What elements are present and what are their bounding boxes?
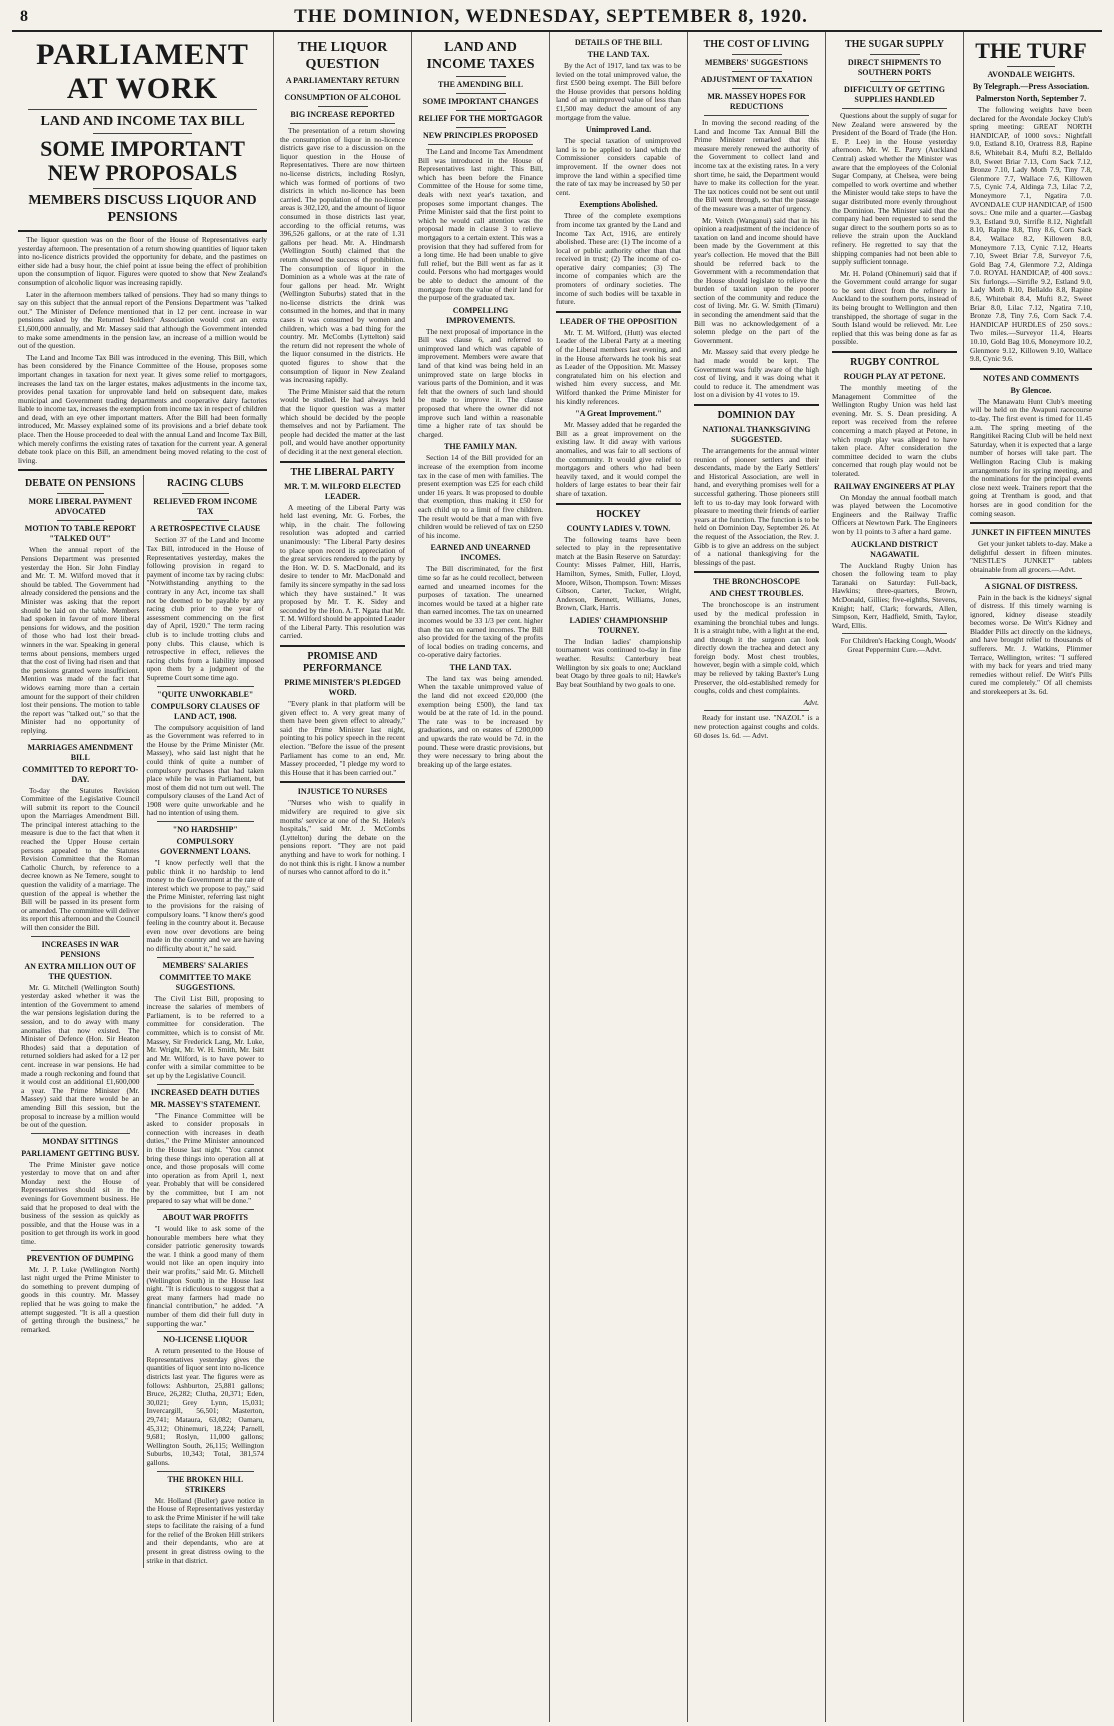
racing-deck: RELIEVED FROM INCOME TAX (153, 497, 258, 517)
deck-adjustment-taxation: ADJUSTMENT OF TAXATION (700, 75, 813, 84)
article-text: "I would like to ask some of the honourable members here what they consider patriotic generosity towards the war. I think a good many of them would not like an open inquiry into their war profits," said Mr. G. Mitchell (Wellington South) in the House last night. "It is ridiculous to suggest that a great many farmers had made no financial contribution," he added. "A number of them did their full duty in supporting the war." (146, 1224, 264, 1328)
liberal-party-deck: MR. T. M. WILFORD ELECTED LEADER. (284, 481, 401, 501)
article-text: On Monday the annual football match was played between the Locomotive Engineers and the Railway Traffic Officers at Newtown Park. The Engineers won by 11 points to 3 after a hard game. (832, 492, 957, 536)
racing-deck-2: A RETROSPECTIVE CLAUSE (150, 524, 261, 534)
column-sugar (826, 32, 964, 1722)
article-text: The Land and Income Tax Amendment Bill was introduced in the House of Representatives last night. This Bill, which has been before the Finance Committee of the House for some time, deals with next year's taxation, and proposes some important changes. The Prime Minister said that the first point to which he would call attention was the proposal made in clause 3 to relieve mortgagors to a certain extent. This was a provision that they had suffered from for a long time. He had been unable to give full relief, but the Bill went as far as it could. Persons who had mortgages would be able to deduct the amount of the mortgage from the value of their land for the purpose of the graduated tax. (418, 147, 543, 303)
deck-massey-hopes: MR. MASSEY HOPES FOR REDUCTIONS (707, 92, 806, 111)
distress-heading: A SIGNAL OF DISTRESS. (984, 581, 1078, 591)
article-text: The bronchoscope is an instrument used by the medical profession in examining the bronchial tubes and lungs. It is a straight tube, with a light at the end, and through it the surgeon can look directly down the trachea and detect any foreign body. Most chest troubles, however, begin with a simple cold, which may be relieved by taking Baxter's Lung Preserver, the old-established remedy for coughs, colds and chest complaints. (694, 600, 819, 696)
article-text: Section 37 of the Land and Income Tax Bill, introduced in the House of Representatives yesterday, makes the following provision in regard to payment of income tax by racing clubs: "Notwithstanding anything to the contrary in any Act, income tax shall not be deemed to be payable by any racing club prior to the year of assessment commencing on the first day of April, 1920." The term racing club is to include trotting clubs and pony clubs. This clause, which is retrospective in effect, relieves the racing clubs from a liability imposed upon them by a judgment of the Supreme Court some time ago. (146, 535, 264, 682)
deck-amending-bill: THE AMENDING BILL (438, 80, 523, 89)
article-text: Mr. T. M. Wilford, (Hutt) was elected Leader of the Liberal Party at a meeting of the Liberal members last evening, and in the House afterwards he took his seat as Leader of the Opposition. Mr. Massey congratulated him on his election and wished him every success, and Mr. Wilford thanked the Prime Minister for his kindly references. (556, 327, 681, 406)
article-text: The following teams have been selected to play in the representative match at the Basin Reserve on Saturday: County: Misses Palmer, Hill, Harris, Hamilton, Symes, Smith, Fuller, Lloyd, Moore, Wilson, Thompson. Town: Misses Gibson, Carter, Tucker, Wright, Anderson, Bennett, Williams, Jones, Brown, Clark, Harris. (556, 534, 681, 613)
column-parliament (12, 32, 274, 1722)
promise-deck: PRIME MINISTER'S PLEDGED WORD. (284, 678, 401, 698)
deck-important-changes: SOME IMPORTANT CHANGES (422, 97, 539, 106)
article-text: The monthly meeting of the Management Committee of the Wellington Rugby Union was held last evening. Mr. S. S. Dean presiding. A report was received from the referee concerning a match played at Petone, in which rough play was alleged to have taken place. After consideration the committee decided to warn the clubs concerned that rough play would not be tolerated. (832, 383, 957, 478)
article-text: The land tax was being amended. When the taxable unimproved value of the land did not exceed £20,000 (the exemption being £500), the land tax would be at the rate of 1d. in the pound. The rate was to be increased by graduations, and on estates of £200,000 and upwards the rate would be 7d. in the pound. These were drastic provisions, but they were necessary to bring about the breaking up of the large estates. (418, 673, 543, 769)
article-text: Mr. G. Mitchell (Wellington South) yesterday asked whether it was the intention of the Government to amend the war pensions legislation during the session, and to do away with many anomalies that now existed. The Minister of Defence (Hon. Sir Heaton Rhodes) said that a deputation of returned soldiers had asked for a 12 per cent. increase in war pensions. He had made a rough reckoning and found that it would cost an additional £1,600,000 a year. The Prime Minister (Mr. Massey) said that there would be an amending Bill this session, but the proposal to increase by a million would be out of the question. (21, 982, 140, 1130)
article-text: "The Finance Committee will be asked to consider proposals in connection with increases in death duties," the Prime Minister announced in the House last night. "You cannot bring these things into operation all at once, and those proposals will come into operation as from April 1, next year. Probably that will be considered by the committee, but I am not prepared to say what will be done." (146, 1110, 264, 1206)
dominion-day-deck: NATIONAL THANKSGIVING SUGGESTED. (702, 425, 811, 444)
death-duties-heading: INCREASED DEATH DUTIES (150, 1087, 260, 1097)
article-text: The Bill discriminated, for the first time so far as he could recollect, between earned and unearned incomes for the purposes of taxation. The unearned incomes would be taxed at a higher rate than earned incomes. The tax on unearned incomes would be 33 1/3 per cent. higher than the tax on earned incomes. The Bill also provided for the taxing of the profits of local bodies on trading concerns, and co-operative dairy factories. (418, 564, 543, 660)
article-text: Mr. Veitch (Wanganui) said that in his opinion a readjustment of the incidence of taxation on land and income should have been made by the Government at this year's collection. He moved that the Bill should be referred back to the Government with a recommendation that the House should legislate to relieve the burden of taxation upon the poorer section of the community and reduce the cost of living. Mr. G. W. Smith (Timaru) in seconding the amendment said that the Bill was no acknowledgement of a solemn pledge on the part of the Government. (694, 215, 819, 345)
advertisement-text: For Children's Hacking Cough, Woods' Great Peppermint Cure.—Advt. (840, 636, 957, 654)
article-text: The Indian ladies' championship tournament was continued to-day in fine weather. Results: Canterbury beat Wellington by six goals to one; Auckland beat Otago by three goals to nil; Hawke's Bay beat Southland by two goals to one. (556, 636, 681, 689)
column-details (550, 32, 688, 1722)
deck-difficulty: DIFFICULTY OF GETTING SUPPLIES HANDLED (844, 85, 945, 104)
headline-cost-living: THE COST OF LIVING (703, 39, 810, 50)
article-text: Section 14 of the Bill provided for an increase of the exemption from income tax in the case of men with families. The present exemption was £25 for each child under 16 years. It was proposed to double that exemption, thus making it £50 for each child up to a limit of five children. The result would be that a man with five children would be relieved of tax on £250 of his income. (418, 453, 543, 540)
deck-direct-shipments: DIRECT SHIPMENTS TO SOUTHERN PORTS (847, 58, 942, 77)
article-text: The Auckland Rugby Union has chosen the following team to play Taranaki on Saturday: Full-back, Hawkins; three-quarters, Brown, McDonald, Gillies; five-eighths, Stevens, Knight; half, Clark; forwards, Allen, Simpson, Kerr, Hadfield, Smith, Taylor, Ward, Ellis. (832, 560, 957, 630)
details-heading: DETAILS OF THE BILL (574, 38, 663, 47)
article-text: The Civil List Bill, proposing to increase the salaries of members of Parliament, is to be referred to a committee for consideration. The committee, which is to consist of Mr. Massey, Sir Frederick Lang, Mr. Luke, Mr. Wright, Mr. W. H. Smith, Mr. Isitt and Mr. Wilford, is to have power to confer with a similar committee to be set up by the Legislative Council. (146, 993, 264, 1080)
article-text: The special taxation of unimproved land is to be applied to land which the Commissioner considers capable of improvement. If the owner does not improve the land within a specified time the rate of tax may be increased by 50 per cent. (556, 136, 681, 197)
subcolumn-left (18, 475, 143, 1568)
pensions-deck: MORE LIBERAL PAYMENT ADVOCATED (28, 497, 133, 517)
article-text: The Manawatu Hunt Club's meeting will be held on the Awapuni racecourse to-day. The first event is timed for 11.45 a.m. The spring meeting of the Rangitikei Racing Club will be held next Saturday, when it is expected that a large number of horses will take part. The Wellington Racing Club is making arrangements for its spring meeting, and the nominations for the principal events close next week. Trainers report that the going at Trentham is good, and that horses are in good condition for the coming season. (970, 396, 1092, 518)
sittings-deck: PARLIAMENT GETTING BUSY. (21, 1148, 140, 1158)
article-text: "Every plank in that platform will be given effect to. A very great many of them have been given effect to already," said the Prime Minister last night, pointing to his policy speech in the recent election. "Before the issue of the present Parliament has come to an end, Mr. Massey proceeded, "I pledge my word to this House that it has been carried out." (280, 699, 405, 777)
family-heading: THE FAMILY MAN. (444, 442, 517, 452)
exemptions-heading: Exemptions Abolished. (579, 200, 658, 210)
advertisement-tag: Advt. (803, 697, 819, 707)
details-deck: THE LAND TAX. (587, 50, 650, 59)
dumping-heading: PREVENTION OF DUMPING (26, 1253, 134, 1263)
deck-consumption: CONSUMPTION OF ALCOHOL (284, 93, 401, 102)
page-number: 8 (20, 8, 28, 25)
opposition-heading: LEADER OF THE OPPOSITION (559, 316, 678, 326)
intro-paragraph: Later in the afternoon members talked of pensions. They had so many things to say on this subject that the annual report of the Pensions Department was "talked out." The Minister of Defence mentioned that in 12 per cent. increase in war pensions asked by the Returned Soldiers' Association would cost an extra £1,600,000 annually, and Mr. Massey said that although the Government intended to make some amendments in the pension law, an increase of a million would be out of the question. (18, 289, 267, 351)
hardship-heading: "NO HARDSHIP" (172, 825, 238, 835)
war-pensions-heading: INCREASES IN WAR PENSIONS (41, 939, 119, 959)
headline-turf: THE TURF (975, 38, 1087, 63)
intro-paragraph: The Land and Income Tax Bill was introduced in the evening. This Bill, which has been considered by the Finance Committee of the House, proposes some important changes in taxation for next year. It gives some relief to mortgagors, increases the land tax on the larger estates, makes adjustments in the income tax, provides penal taxation for unprovable land held on subsequent date, makes municipal and Government trading departments and cooperative dairy factories liable to income tax, increases the exemption from income tax in respect of children and dead, with an eye other important matters. After the Bill had been formally introduced, Mr. Massey explained some of its provisions and a brief debate took place. Then the House proceeded to deal with the annual Land and Income Tax Bill, which merely confirms the existing rates of taxation for the current year. A general debate took place on this Bill, an amendment being moved relating to the cost of living. (18, 352, 267, 465)
article-text: The next proposal of importance in the Bill was clause 6, and referred to unimproved land which was capable of improvement. Members were aware that land of that kind was being held in an unimproved state on large blocks in various parts of the Dominion, and it was felt that the owners of such land should be made to improve it. The clause proposed that where the owner did not improve such land within a reasonable time a higher rate of tax should be charged. (418, 326, 543, 439)
headline-parliament: PARLIAMENT AT WORK (36, 38, 249, 105)
rugby-heading: RUGBY CONTROL (850, 357, 939, 369)
deck-new-principles: NEW PRINCIPLES PROPOSED (423, 131, 538, 140)
promise-heading: PROMISE AND PERFORMANCE (303, 651, 382, 675)
dominion-day-heading: DOMINION DAY (717, 410, 796, 421)
war-profits-heading: ABOUT WAR PROFITS (162, 1213, 248, 1223)
column-turf (964, 32, 1098, 1722)
article-text: The arrangements for the annual winter reunion of pioneer settlers and their descendants, made by the Early Settlers' and Historical Association, are well in hand, and everything promises well for a successful gathering. Those pioneers still left to us to-day may look forward with pleasure to meeting their friends of earlier years at the function. The function is to be held on Dominion Day, September 26. At the request of the Association, the Rev. J. Gibb is to give an address on the subject of a national thanksgiving for the blessings of the past. (694, 446, 819, 567)
intro-paragraph: The liquor question was on the floor of the House of Representatives early yesterday afternoon. The presentation of a return showing quantities of liquor taken into no-licence districts provided the opportunity for debate, and the pastimes on either side had a busy hour, the chief point at issue being the effect of prohibition upon the consumption of liquor. Figures were quoted to show that New Zealand's consumption of alcoholic liquor was increasing rapidly. (18, 235, 267, 287)
article-text: Mr. H. Poland (Ohinemuri) said that if the Government could arrange for sugar to be sent direct from the refinery in Auckland to the southern ports, instead of its being brought to Wellington and then transhipped, the shortage of sugar in the South Island would be relieved. Mr. Lee replied that this was being done as far as possible. (832, 268, 957, 347)
deck-liquor-pensions: MEMBERS DISCUSS LIQUOR AND PENSIONS (28, 193, 257, 225)
masthead (12, 0, 1102, 32)
ladies-heading: LADIES' CHAMPIONSHIP TOURNEY. (569, 615, 668, 635)
article-text: When the annual report of the Pensions Department was presented yesterday the Hon. Sir John Findlay and Mr. T. M. Wilford moved that it should be tabled. The Government had already considered the pensions and the Minister was asking that the report should be laid on the table. Members had spoken in favour of more liberal pensions for widows, and the position of those who had lost their bread-winners in the war. Speaking in general terms about pensions, members urged that the cost of living had risen and that the pensions granted were insufficient. Mention was made of the fact that widows earning more than a certain amount for the support of their children lost their pensions. The motion to table the report was "talked out," so that the Minister had no opportunity of replying. (21, 545, 140, 735)
column-liquor (274, 32, 412, 1722)
auckland-heading: AUCKLAND DISTRICT NAGAWATIL (851, 539, 938, 559)
marriages-heading: MARRIAGES AMENDMENT BILL (27, 742, 134, 762)
bronchoscope-heading: THE BRONCHOSCOPE (713, 577, 800, 587)
notes-byline: By Glencoe. (1010, 385, 1052, 395)
article-text: The Prime Minister said that the return would be studied. He had always held that the liquor question was a matter which should be decided by the people themselves and not by Parliament. The people had decided the matter at the last poll, and would have another opportunity of deciding it at the next general election. (280, 386, 405, 456)
article-text: "I know perfectly well that the public think it no hardship to lend money to the Government at the rate of interest which we propose to pay," said the Prime Minister, referring last night to the provisions for the raising of compulsory loans. "I know there's good feeling in the country about it. Because even now over devotions are being made in the country and we are having no difficulty about it," he said. (146, 858, 264, 953)
death-duties-deck: MR. MASSEY'S STATEMENT. (150, 1099, 261, 1109)
junket-heading: JUNKET IN FIFTEEN MINUTES (971, 528, 1091, 538)
improvement-heading: "A Great Improvement." (575, 409, 662, 419)
article-text: Mr. Massey said that every pledge he had made would be kept. The Government was fully aware of the high cost of living, and it was doing what it could to reduce it. The amendment was lost on a division by 41 votes to 19. (694, 347, 819, 400)
column-cost-of-living (688, 32, 826, 1722)
unearned-heading: EARNED AND UNEARNED INCOMES. (430, 543, 531, 563)
land-tax-heading: THE LAND TAX. (449, 662, 512, 672)
article-text: Mr. Massey added that he regarded the Bill as a great improvement on the existing law. It did away with various anomalies, and was fair to all sections of the community. It would give relief to mortgagors and others who had been heavily taxed, and it would compel the holders of large estates to bear their fair share of taxation. (556, 420, 681, 498)
marriages-deck: COMMITTED TO REPORT TO-DAY. (22, 764, 139, 784)
war-pensions-deck: AN EXTRA MILLION OUT OF THE QUESTION. (24, 961, 137, 981)
avondale-weights-heading: AVONDALE WEIGHTS. (987, 70, 1075, 79)
bronchoscope-deck: AND CHEST TROUBLES. (709, 589, 804, 599)
hardship-deck: COMPULSORY GOVERNMENT LOANS. (159, 837, 251, 857)
article-text: By the Act of 1917, land tax was to be levied on the total unimproved value, the first £500 being exempt. The Bill before the House provides that persons holding land of an unimproved value of less than £1,500 may deduct the amount of any mortgage from the value. (556, 61, 681, 122)
salaries-deck: COMMITTEE TO MAKE SUGGESTIONS. (159, 972, 252, 992)
unimproved-heading: Unimproved Land. (585, 125, 652, 135)
subcolumn-right (143, 475, 268, 1568)
headline-liquor: THE LIQUOR QUESTION (297, 40, 388, 72)
hockey-deck: COUNTY LADIES V. TOWN. (566, 523, 671, 533)
advertisement-text: Pain in the back is the kidneys' signal of distress. If this timely warning is ignored, kidney disease steadily becomes worse. De Witt's Kidney and Bladder Pills act directly on the kidneys, and have brought relief to thousands of sufferers. Mr. J. Watkins, Plimmer Terrace, Wellington, writes: "I suffered with my back for years and tried many remedies without relief. De Witt's Pills cured me completely." Of all chemists and storekeepers at 3s. 6d. (970, 592, 1092, 697)
headline-land-income: LAND AND INCOME TAXES (426, 40, 535, 72)
column-land-income (412, 32, 550, 1722)
deck-important-proposals: SOME IMPORTANT NEW PROPOSALS (40, 136, 245, 185)
strikers-heading: THE BROKEN HILL STRIKERS (167, 1474, 244, 1494)
dateline: Palmerston North, September 7. (975, 94, 1087, 103)
article-text: In moving the second reading of the Land and Income Tax Annual Bill the Prime Minister remarked that this measure merely renewed the authority of the Government to collect land and income tax at the existing rates. In a very short time, he said, the Department would have to make its collection for the year. The tax notices could not be sent out until the Bill went through, so that the passage of the measure was a matter of urgency. (694, 118, 819, 213)
unworkable-heading: "QUITE UNWORKABLE" (157, 689, 254, 699)
advertisement-text: Ready for instant use. "NAZOL" is a new protection against coughs and colds. 60 doses 1s. 6d. — Advt. (694, 713, 819, 740)
article-text: "Nurses who wish to qualify in midwifery are required to give six months' service at one of the St. Helen's hospitals," said Mr. J. McCombs (Lyttelton) during the debate on the pensions report. "They are not paid anything and have to work for nothing. I do not think this is right. I know a number of nurses who cannot afford to do it." (280, 798, 405, 877)
nurses-heading: INJUSTICE TO NURSES (297, 787, 388, 797)
article-text: Three of the complete exemptions from income tax granted by the Land and Income Tax Act, 1916, are entirely abolished. These are: (1) The income of a local or public authority other than that received in trust; (2) The income of co-operative dairy companies; (3) The income of companies which are the promoters of ordinary societies. The income of such bodies will be taxable in future. (556, 211, 681, 307)
article-text: A meeting of the Liberal Party was held last evening, Mr. G. Forbes, the whip, in the chair. The following resolution was adopted and carried unanimously: "The Liberal Party desires to place upon record its appreciation of the great services rendered to the party by the Hon. W. D. S. MacDonald, and its desire to tender to Mr. MacDonald and family its sincere sympathy in the sad loss which they have sustained." It was proposed by Mr. T. K. Sidey and seconded by the Hon. A. T. Ngata that Mr. T. M. Wilford should be appointed Leader of the Liberal Party. This resolution was carried. (280, 502, 406, 641)
deck-big-increase: BIG INCREASE REPORTED (290, 110, 395, 119)
deck-parliamentary-return: A PARLIAMENTARY RETURN (285, 76, 400, 85)
press-association-credit: By Telegraph.—Press Association. (972, 82, 1090, 91)
hockey-heading: HOCKEY (596, 508, 641, 520)
deck-relief-mortgagor: RELIEF FOR THE MORTGAGOR (418, 114, 543, 123)
deck-members-suggestions: MEMBERS' SUGGESTIONS (705, 58, 808, 67)
article-text: To-day the Statutes Revision Committee of the Legislative Council will submit its report to the Council upon the Marriages Amendment Bill. The principal interest attaching to the measure is due to the fact that when it reached the Upper House certain persons appealed to the Statutes Revision Committee that the Roman Catholic Church, by reference to a decree known as Ne Temere, sought to question the validity of a marriage. The question of the appeal is whether the Bill will be passed in its present form or amended. The committee will deliver its report this afternoon and the Council will then consider the Bill. (21, 785, 140, 932)
railway-heading: RAILWAY ENGINEERS AT PLAY (833, 481, 955, 491)
rugby-deck: ROUGH PLAY AT PETONE. (843, 372, 946, 382)
pensions-heading: DEBATE ON PENSIONS (25, 478, 136, 490)
racing-heading: RACING CLUBS (167, 478, 244, 490)
article-text: A return presented to the House of Representatives yesterday gives the quantities of liquor sent into no-licence districts last year. The figures were as follows: Ashburton, 25,881 gallons; Bruce, 26,282; Clutha, 20,371; Eden, 30,021; Grey Lynn, 15,031; Invercargill, 56,501; Masterton, 29,741; Mataura, 63,082; Oamaru, 45,312; Ohinemuri, 18,224; Parnell, 9,681; Roslyn, 11,000 gallons; Wellington South, 26,115; Wellington Suburbs, 10,343; Total, 381,574 gallons. (146, 1346, 264, 1467)
article-text: Questions about the supply of sugar for New Zealand were answered by the President of the Board of Trade (the Hon. E. P. Lee) in the House yesterday afternoon. Mr. W. E. Parry (Auckland Central) asked whether the Minister was aware that the employees of the Colonial Sugar Company, at Chelsea, were being compelled to work overtime and whether the Minister would take steps to have the sugar distributed more evenly throughout the Dominion. The Minister said that the company had been requested to send the sugar direct to the southern ports so as to relieve the strain upon the Auckland refinery. He regretted to say that the shipping companies had not been able to supply sufficient tonnage. (832, 111, 957, 267)
article-text: Mr. J. P. Luke (Wellington North) last night urged the Prime Minister to do something to prevent dumping of goods in this country. Mr. Massey replied that he was going to make the attempt suggested. "It is all a question of getting through the business," he remarked. (21, 1264, 140, 1334)
liberal-party-heading: THE LIBERAL PARTY (290, 466, 395, 478)
article-text: The presentation of a return showing the consumption of liquor in no-licence districts gave rise to a discussion on the liquor question in the House of Representatives. There are now thirteen no-license districts, including Roslyn, which was formed of portions of two districts in which no-licence has been carried. The population of the no-license areas is 302,120, and the amount of liquor consumed in those districts last year, according to the official returns, was 396,526 gallons, or at the rate of 1.31 gallons per head. Mr. A. Hindmarsh (Wellington South) claimed that the return showed the success of prohibition. The consumption of liquor in the Dominion as a whole was at the rate of four gallons per head. Mr. Wright (Wellington Suburbs) stated that in the no-license districts the drink was consumed in the homes, and that in many cases it was consumed by women and children, which was a bad thing for the country. Mr. McCombs (Lyttelton) said the return did not represent the whole of the liquor consumed in the districts. He quoted figures to show that the consumption of liquor in New Zealand was increasing rapidly. (280, 126, 405, 385)
deck-land-income-bill: LAND AND INCOME TAX BILL (40, 114, 245, 129)
improvements-heading: COMPELLING IMPROVEMENTS. (445, 305, 516, 325)
article-text: The compulsory acquisition of land as the Government was referred to in the House by the Prime Minister (Mr. Massey), who said last night that he could think of quite a number of compulsory purchases that had taken place while he was in Parliament, but most of them did not turn out well. The compulsory clauses of the Land Act of 1908 were quite unworkable and he had no intention of using them. (146, 722, 264, 818)
salaries-heading: MEMBERS' SALARIES (162, 960, 249, 970)
article-text: The Prime Minister gave notice yesterday to move that on and after Monday next the House of Representatives should sit in the evenings for Government business. He said that he proposed to deal with the business of the session as quickly as possible, and that the House was in a position to get through its work in good time. (21, 1159, 140, 1247)
advertisement-text: Get your junket tablets to-day. Make a delightful dessert in fifteen minutes. "NESTLE'S JUNKET" tablets obtainable from all grocers.—Advt. (970, 539, 1092, 574)
pensions-deck-2: MOTION TO TABLE REPORT "TALKED OUT" (24, 524, 136, 544)
headline-sugar: THE SUGAR SUPPLY (844, 39, 945, 50)
article-text: The following weights have been declared for the Avondale Jockey Club's spring meeting: GREAT NORTH HANDICAP, of 1000 sovs.: Nightfall 9.0, Estland 8.10, Oratress 8.8, Rapine 8.6, Whitebait 8.4, Mufti 8.2, Bellaldo 8.0, Sweet Briar 7.13, Corn Sack 7.12, Bronze 7.10, Lady Moth 7.9, Tiny 7.8, Glenmore 7.7, Wallace 7.6, Killowen 7.5, Cynic 7.4, Aldinga 7.3, Lilac 7.2, Moneymore 7.1, Ngatira 7.0. AVONDALE CUP HANDICAP, of 1500 sovs.: One mile and a quarter.—Gasbag 9.3, Estland 9.0, Sirrifle 8.12, Nightfall 8.10, Rapine 8.8, Tiny 8.6, Corn Sack 8.4, Wallace 8.2, Killowen 8.0, Moneymore 7.13, Cynic 7.12, Hearts 7.10, Sweet Briar 7.8, Surveyor 7.6, Gold Bag 7.4, Glenmore 7.2, Aldinga 7.0. ROYAL HANDICAP, of 400 sovs.: Six furlongs.—Sirrifle 9.2, Estland 9.0, Lady Moth 8.10, Bellaldo 8.8, Rapine 8.6, Whitebait 8.4, Mufti 8.2, Sweet Briar 8.0, Lilac 7.12, Ngatira 7.10, Bronze 7.8, Tiny 7.6, Corn Sack 7.4. HANDICAP HURDLES of 250 sovs.: Two miles.—Surveyor 11.4, Hearts 10.10, Gold Bag 10.6, Moneymore 10.2, Glenmore 9.12, Killowen 9.10, Wallace 9.8, Cynic 9.6. (970, 105, 1092, 364)
masthead-title: THE DOMINION, WEDNESDAY, SEPTEMBER 8, 1920. (294, 6, 808, 27)
unworkable-deck: COMPULSORY CLAUSES OF LAND ACT, 1908. (150, 701, 260, 721)
sittings-heading: MONDAY SITTINGS (42, 1136, 119, 1146)
no-license-heading: NO-LICENSE LIQUOR (163, 1335, 248, 1345)
article-text: Mr. Holland (Buller) gave notice in the House of Representatives yesterday to ask the Prime Minister if he will take steps to facilitate the raising of a fund for the relief of the Broken Hill strikers and their dependants, who are at present in great distress owing to the strike in that district. (146, 1495, 264, 1565)
notes-heading: NOTES AND COMMENTS (982, 373, 1079, 383)
